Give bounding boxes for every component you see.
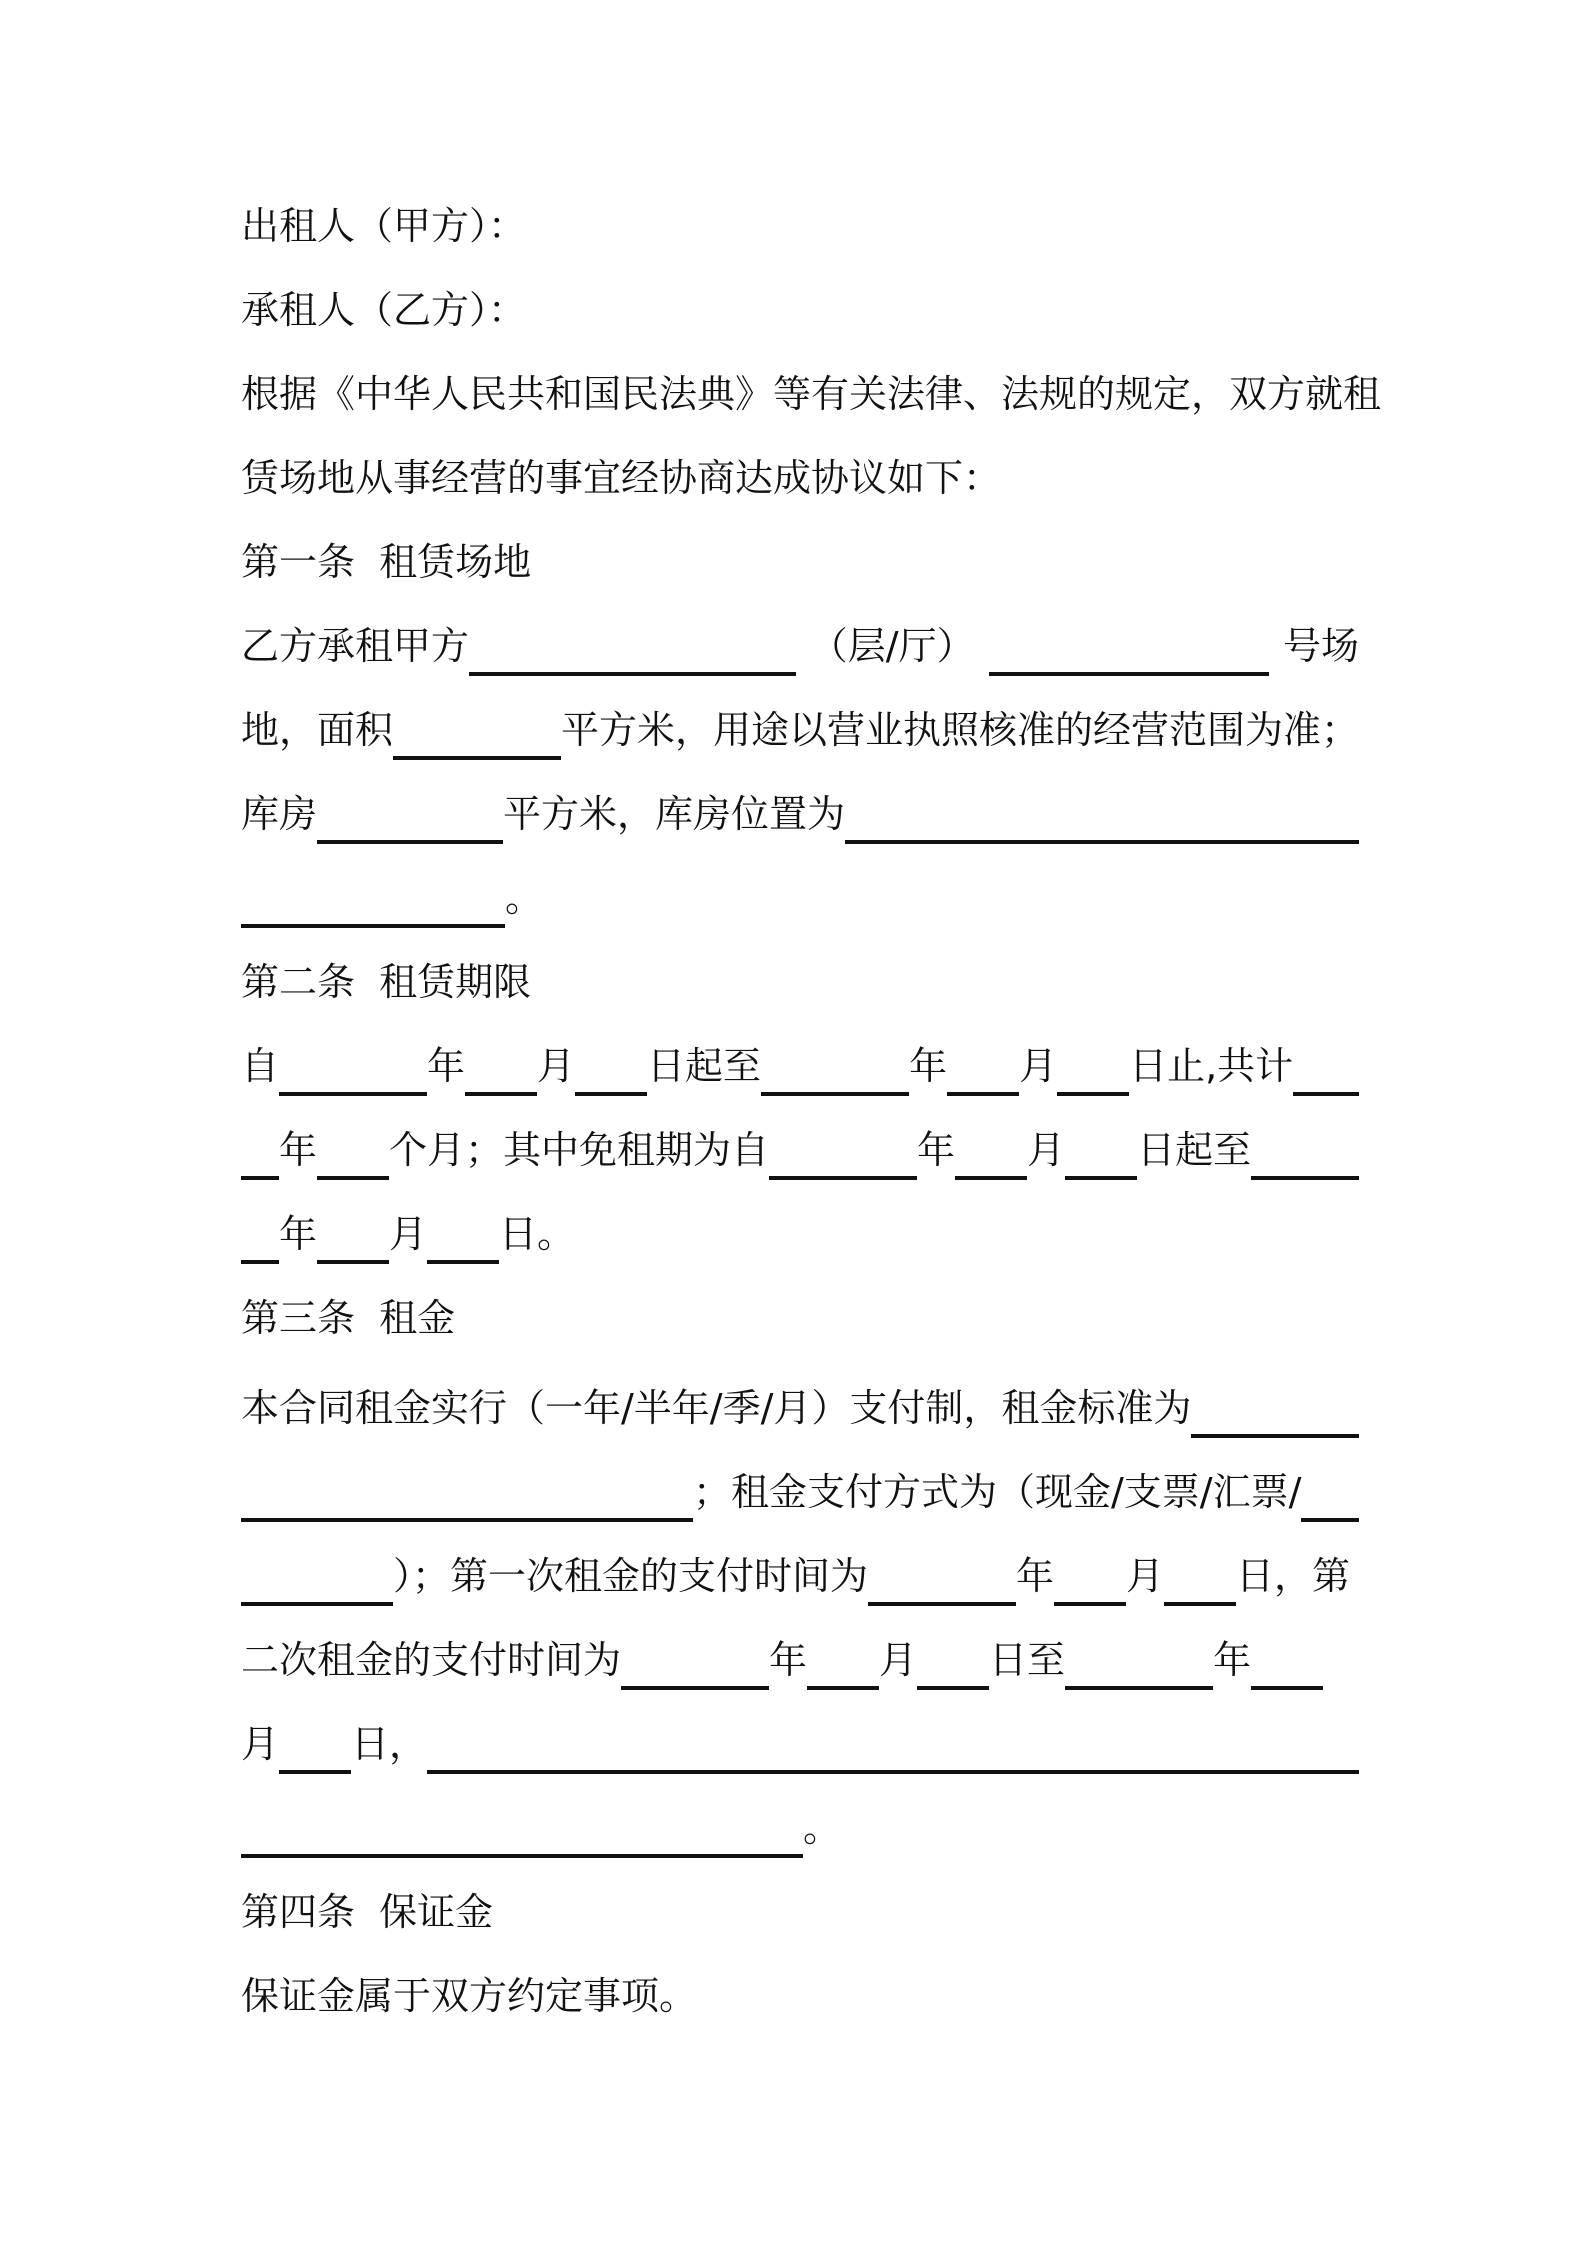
blank-free-end-year[interactable]	[1251, 1132, 1359, 1180]
blank-first-pay-day[interactable]	[1164, 1558, 1236, 1606]
blank-second-pay-month[interactable]	[807, 1642, 879, 1690]
blank-rent-standard-cont[interactable]	[241, 1474, 693, 1522]
text-segment: 日，	[351, 1722, 428, 1766]
blank-second-pay-end-day[interactable]	[279, 1726, 351, 1774]
blank-end-year[interactable]	[761, 1048, 909, 1096]
article-2-line-2	[241, 1120, 1359, 1180]
text-segment: 平方米，库房位置为	[503, 792, 846, 836]
blank-rent-note-cont[interactable]	[241, 1810, 803, 1858]
article-2-heading: 第二条 租赁期限	[241, 960, 532, 1004]
blank-first-pay-month[interactable]	[1054, 1558, 1126, 1606]
text-segment: 月	[1019, 1044, 1058, 1088]
text-segment: 日止,共计	[1129, 1044, 1294, 1088]
article-4-heading: 第四条 保证金	[241, 1890, 494, 1934]
text-segment: 二次租金的支付时间为	[241, 1638, 622, 1682]
text-segment: ）；第一次租金的支付时间为	[393, 1554, 869, 1598]
text-segment: ；租金支付方式为（现金/支票/汇票/	[693, 1470, 1302, 1514]
preamble-text-1: 根据《中华人民共和国民法典》等有关法律、法规的规定，双方就租	[241, 372, 1382, 416]
blank-storage-location-cont[interactable]	[241, 880, 505, 928]
text-segment: 年	[1016, 1554, 1055, 1598]
blank-total-years-cont[interactable]	[241, 1132, 279, 1180]
text-segment: 地，面积	[241, 708, 394, 752]
text-segment: 年	[909, 1044, 948, 1088]
article-1-heading: 第一条 租赁场地	[241, 540, 532, 584]
text-segment: 平方米，用途以营业执照核准的经营范围为准；	[560, 708, 1359, 752]
blank-rent-standard[interactable]	[1191, 1390, 1359, 1438]
blank-payment-method-cont[interactable]	[241, 1558, 393, 1606]
text-segment: 本合同租金实行（一年/半年/季/月）支付制，租金标准为	[241, 1386, 1192, 1430]
text-segment: 。	[505, 876, 544, 920]
text-segment: 月	[1126, 1554, 1165, 1598]
article-3-heading: 第三条 租金	[241, 1296, 456, 1340]
blank-free-end-day[interactable]	[427, 1216, 499, 1264]
article-3-title	[241, 1288, 1359, 1348]
text-segment: 日起至	[647, 1044, 762, 1088]
article-2-line-3	[241, 1204, 1359, 1264]
text-segment: 日至	[989, 1638, 1066, 1682]
text-segment: 年	[279, 1212, 318, 1256]
text-segment: 年	[769, 1638, 808, 1682]
text-segment: 号场	[1282, 624, 1359, 668]
text-segment: 月	[537, 1044, 576, 1088]
text-segment: 自	[241, 1044, 280, 1088]
blank-free-end-year-cont[interactable]	[241, 1216, 279, 1264]
blank-end-day[interactable]	[1057, 1048, 1129, 1096]
lessee-line	[241, 280, 1359, 340]
lessor-line	[241, 196, 1359, 256]
blank-free-start-month[interactable]	[955, 1132, 1027, 1180]
text-segment: 月	[1027, 1128, 1066, 1172]
blank-total-months[interactable]	[317, 1132, 389, 1180]
blank-start-day[interactable]	[575, 1048, 647, 1096]
preamble-line-1	[241, 364, 1382, 424]
text-segment: 年	[279, 1128, 318, 1172]
text-segment: 年	[1213, 1638, 1252, 1682]
text-segment: 年	[917, 1128, 956, 1172]
text-segment: 年	[427, 1044, 466, 1088]
blank-payment-method[interactable]	[1301, 1474, 1359, 1522]
article-3-line-6	[241, 1798, 1359, 1858]
preamble-text-2: 赁场地从事经营的事宜经协商达成协议如下：	[241, 456, 1002, 500]
preamble-line-2	[241, 448, 1359, 508]
blank-start-year[interactable]	[279, 1048, 427, 1096]
article-3-line-1	[241, 1378, 1359, 1438]
article-3-line-4	[241, 1630, 1359, 1690]
text-segment: 日起至	[1137, 1128, 1252, 1172]
text-segment: 乙方承租甲方	[241, 624, 470, 668]
text-segment: 。	[803, 1806, 842, 1850]
blank-area[interactable]	[393, 712, 561, 760]
text-segment: 个月；其中免租期为自	[389, 1128, 770, 1172]
article-3-line-5	[241, 1714, 1359, 1774]
article-4-text: 保证金属于双方约定事项。	[241, 1974, 698, 2018]
article-2-line-1	[241, 1036, 1359, 1096]
blank-rent-note[interactable]	[427, 1726, 1359, 1774]
article-3-line-3	[241, 1546, 1359, 1606]
text-segment: 月	[879, 1638, 918, 1682]
blank-free-start-day[interactable]	[1065, 1132, 1137, 1180]
blank-end-month[interactable]	[947, 1048, 1019, 1096]
blank-unit-number[interactable]	[989, 628, 1269, 676]
text-segment: 日。	[499, 1212, 576, 1256]
article-4-title	[241, 1882, 1359, 1942]
blank-floor-location[interactable]	[469, 628, 796, 676]
blank-storage-area[interactable]	[317, 796, 503, 844]
article-3-line-2	[241, 1462, 1359, 1522]
text-segment: （层/厅）	[809, 624, 975, 668]
blank-start-month[interactable]	[465, 1048, 537, 1096]
blank-total-years[interactable]	[1293, 1048, 1359, 1096]
text-segment: 日，第	[1236, 1554, 1351, 1598]
article-1-line-1	[241, 616, 1359, 676]
blank-second-pay-end-year[interactable]	[1065, 1642, 1213, 1690]
blank-storage-location[interactable]	[845, 796, 1359, 844]
text-segment: 库房	[241, 792, 318, 836]
blank-second-pay-day[interactable]	[917, 1642, 989, 1690]
blank-second-pay-year[interactable]	[621, 1642, 769, 1690]
article-2-title	[241, 952, 1359, 1012]
blank-free-start-year[interactable]	[769, 1132, 917, 1180]
lessee-label: 承租人（乙方）：	[241, 288, 527, 332]
article-1-title	[241, 532, 1359, 592]
text-segment: 月	[389, 1212, 428, 1256]
lessor-label: 出租人（甲方）：	[241, 204, 527, 248]
article-1-line-2	[241, 700, 1359, 760]
article-1-line-4	[241, 868, 1359, 928]
article-1-line-3	[241, 784, 1359, 844]
blank-second-pay-end-month[interactable]	[1251, 1642, 1323, 1690]
blank-first-pay-year[interactable]	[868, 1558, 1016, 1606]
text-segment: 月	[241, 1722, 280, 1766]
article-4-body	[241, 1966, 1359, 2026]
blank-free-end-month[interactable]	[317, 1216, 389, 1264]
